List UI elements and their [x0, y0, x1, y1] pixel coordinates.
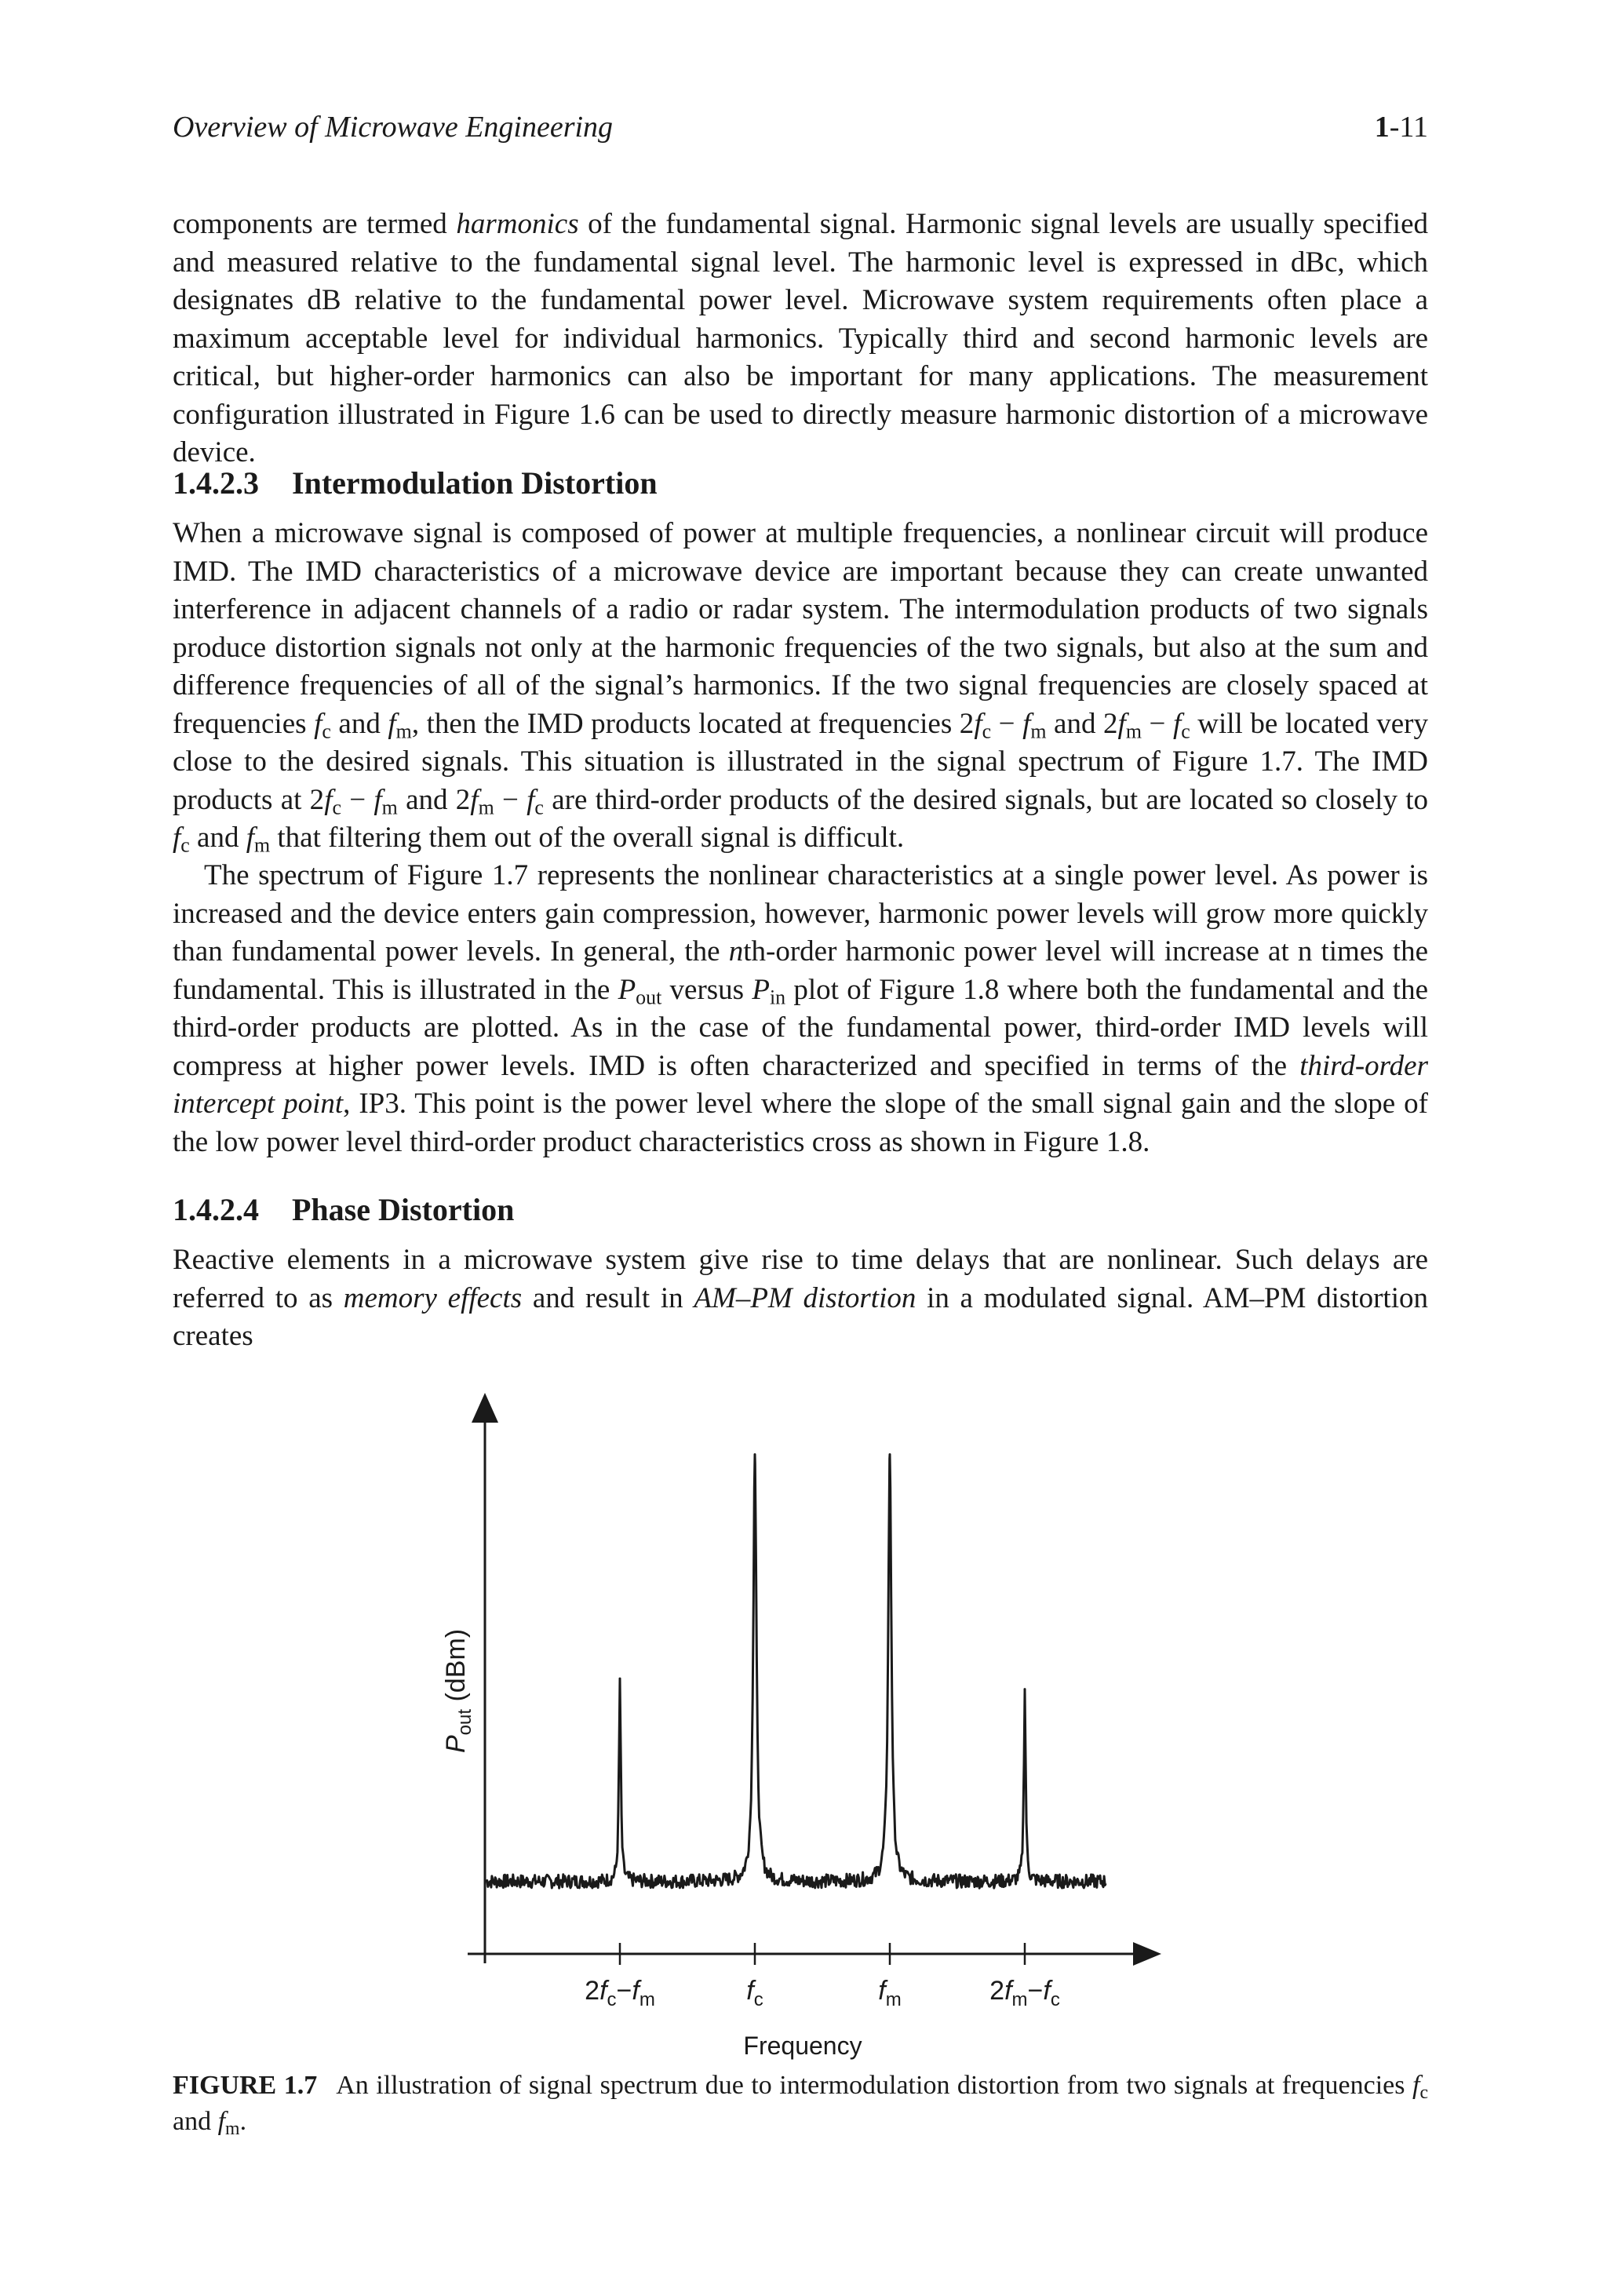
tick-sub: m: [1011, 1989, 1028, 2010]
figure-caption-text: An illustration of signal spectrum due to intermodulation distortion from two signals at frequencies $f_c$ and $f_m$.: [173, 2071, 1429, 2139]
page-number: [1375, 110, 1428, 144]
chapter-number: 1: [1374, 111, 1390, 144]
x-tick-label: [878, 1976, 901, 2010]
tick-sub: c: [753, 1989, 763, 2010]
running-title: Overview of Microwave Engineering: [173, 111, 614, 144]
tick-coef: 2: [989, 1976, 1005, 2006]
section-title: Intermodulation Distortion: [292, 465, 658, 501]
spectrum-trace: [486, 1455, 1106, 1889]
peak-fm: [889, 1453, 891, 1456]
paragraph-imd-spectrum: The spectrum of Figure 1.7 represents the nonlinear characteristics at a single power level. As power is increased and the device enters gain compression, however, harmonic power levels will grow more quickly than fundamental power levels. In general, the nth-order harmonic power level will increase at n times the fundamental. This is illustrated in the $P_{out}$ versus $P_{in}$ plot of Figure 1.8 where both the fundamental and the third-order products are plotted. As in the case of the fundamental power, third-order IMD levels will compress at higher power levels. IMD is often characterized and specified in terms of the third-order intercept point, IP3. This point is the power level where the slope of the small signal gain and the slope of the low power level third-order product characteristics cross as shown in Figure 1.8.: [173, 859, 1428, 1158]
tick-f: f: [599, 1976, 607, 2006]
tick-sub: c: [1050, 1989, 1060, 2010]
peak-fc: [754, 1453, 756, 1456]
tick-f: f: [878, 1976, 886, 2006]
x-axis-label: Frequency: [743, 2032, 862, 2060]
section-number: 1.4.2.4: [173, 1192, 259, 1227]
x-axis-arrow: [1133, 1942, 1161, 1966]
tick-sub: m: [639, 1989, 655, 2010]
tick-f: f: [746, 1976, 754, 2006]
y-axis-label: [441, 1629, 476, 1753]
figure-label: FIGURE 1.7: [173, 2071, 318, 2100]
tick-coef: 2: [585, 1976, 600, 2006]
x-tick-label: [989, 1976, 1060, 2010]
peak-2fc-fm: [619, 1678, 621, 1680]
spectrum-chart: [0, 1365, 1607, 2072]
tick-minus: −: [1027, 1976, 1044, 2006]
paragraph-phase-distortion: Reactive elements in a microwave system give rise to time delays that are nonlinear. Such delays are referred to as memory effects and result in AM–PM distortion in a modulated signal. AM–PM distortion creates: [173, 1244, 1428, 1352]
x-tick-label: [746, 1976, 763, 2010]
y-label-p: P: [441, 1735, 471, 1754]
section-heading-phase-distortion: [173, 1191, 514, 1228]
tick-f: f: [632, 1976, 640, 2006]
section-title: Phase Distortion: [292, 1192, 515, 1227]
x-tick-label: [585, 1976, 655, 2010]
page-number-value: -11: [1389, 111, 1428, 144]
figure-imd-spectrum: [0, 1365, 1607, 2072]
section-heading-intermodulation: [173, 465, 658, 501]
peak-2fm-fc: [1024, 1688, 1026, 1690]
figure-caption: [173, 2068, 1428, 2140]
tick-f: f: [1004, 1976, 1012, 2006]
y-label-unit: (dBm): [441, 1628, 471, 1709]
y-axis-arrow: [472, 1393, 498, 1423]
tick-sub: c: [607, 1989, 617, 2010]
paragraph-imd-intro: When a microwave signal is composed of power at multiple frequencies, a nonlinear circuit will produce IMD. The IMD characteristics of a microwave device are important because they can create unwanted interference in adjacent channels of a radio or radar system. The intermodulation products of two signals produce distortion signals not only at the harmonic frequencies of the two signals, but also at the sum and difference frequencies of all of the signal’s harmonics. If the two signal frequencies are closely spaced at frequencies $f_c$ and $f_m$, then the IMD products located at frequencies $2f_c - f_m$ and $2f_m - f_c$ will be located very close to the desired signals. This situation is illustrated in the signal spectrum of Figure 1.7. The IMD products at $2f_c - f_m$ and $2f_m - f_c$ are third-order products of the desired signals, but are located so closely to $f_c$ and $f_m$ that filtering them out of the overall signal is difficult.: [173, 517, 1428, 857]
tick-f: f: [1043, 1976, 1051, 2006]
tick-minus: −: [616, 1976, 632, 2006]
tick-sub: m: [885, 1989, 902, 2010]
y-label-sub: out: [454, 1708, 476, 1736]
section-number: 1.4.2.3: [173, 465, 259, 501]
running-header: [173, 110, 1428, 151]
paragraph-harmonics: components are termed harmonics of the fundamental signal. Harmonic signal levels are usually specified and measured relative to the fundamental signal level. The harmonic level is expressed in dBc, which designates dB relative to the fundamental power level. Microwave system requirements often place a maximum acceptable level for individual harmonics. Typically third and second harmonic levels are critical, but higher-order harmonics can also be important for many applications. The measurement configuration illustrated in Figure 1.6 can be used to directly measure harmonic distortion of a microwave device.: [173, 208, 1428, 468]
